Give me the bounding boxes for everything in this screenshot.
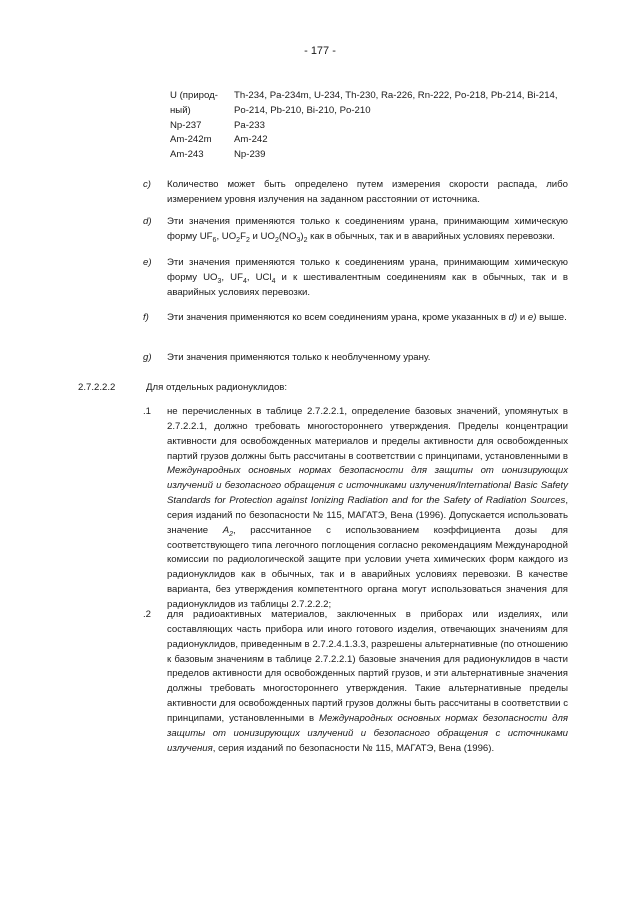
nuclide-table <box>170 89 570 163</box>
footnote-f <box>143 311 568 326</box>
table-row <box>170 119 570 134</box>
parent-nuclide: Am-242m <box>170 134 212 146</box>
footnote-ref: d) <box>508 312 518 323</box>
list-item <box>143 608 568 756</box>
table-row <box>170 89 570 119</box>
item-text: не перечисленных в таблице 2.7.2.2.1, определение базовых значений, упомянутых в 2.7.2.2.1, должно требовать многостороннего утверждения. Пределы концентрации активности для освобожденных материалов и пределы активности для освобожденных партий грузов должны быть рассчитаны в соответствии с принципами, установленными в Международных основных нормах безопасности для защиты от ионизирующих излучений и безопасного обращения с источниками излучения/International Basic Safety Standards for Protection against Ionizing Radiation and for the Safety of Radiation Sources, серия изданий по безопасности № 115, МАГАТЭ, Вена (1996). Допускается использовать значение $A_2$, рассчитанное с использованием коэффициента дозы для соответствующего типа легочного поглощения согласно рекомендациям Международной комиссии по радиологической защите при условии учета химических форм каждого из радионуклидов как в обычных, так и в аварийных условиях перевозки. В качестве варианта, без утверждения компетентного органа могут использоваться значения для радионуклидов из таблицы 2.7.2.2.2; <box>167 406 568 610</box>
section-number: 2.7.2.2.2 <box>78 382 116 393</box>
footnote-label: d) <box>143 216 152 227</box>
parent-nuclide: Np-237 <box>170 119 202 131</box>
footnote-label: e) <box>143 257 152 268</box>
section-title: Для отдельных радионуклидов: <box>146 382 288 393</box>
daughter-nuclides: Th-234, Pa-234m, U-234, Th-230, Ra-226, Rn-222, Po-218, Pb-214, Bi-214, Po-214, Pb-210, Bi-210, Po-210 <box>234 90 558 116</box>
footnote-text: Эти значения применяются ко всем соединениям урана, кроме указанных в d) и e) выше. <box>167 312 567 323</box>
footnote-g <box>143 351 568 366</box>
footnote-c <box>143 178 568 208</box>
daughter-nuclides: Am-242 <box>234 134 268 146</box>
list-item <box>143 405 568 613</box>
footnote-text: Эти значения применяются только к необлученному урану. <box>167 352 431 363</box>
footnote-label: g) <box>143 352 152 363</box>
footnote-d <box>143 215 568 245</box>
table-row <box>170 148 570 163</box>
footnote-label: c) <box>143 179 151 190</box>
page-number: - 177 - <box>304 45 336 57</box>
item-text: для радиоактивных материалов, заключенных в приборах или изделиях, или составляющих часть прибора или иного готового изделия, отвечающих значениям для радионуклидов, приведенным в 2.7.2.4.1.3.3, разрешены альтернативные (по отношению к базовым значениям в таблице 2.7.2.2.1) базовые значения для радионуклидов в части пределов активности для освобожденных партий грузов, и эти альтернативные значения должны требовать многостороннего утверждения. Такие альтернативные пределы активности для освобожденных партий грузов должны быть рассчитаны в соответствии с принципами, установленными в Международных основных нормах безопасности для защиты от ионизирующих излучений и безопасного обращения с источниками излучения, серия изданий по безопасности № 115, МАГАТЭ, Вена (1996). <box>167 609 568 754</box>
footnote-ref: e) <box>527 312 537 323</box>
parent-nuclide: Am-243 <box>170 149 204 161</box>
item-label: .2 <box>143 609 152 620</box>
footnote-text: Эти значения применяются только к соединениям урана, принимающим химическую форму $UF_6$, $UO_2F_2$ и $UO_2(NO_3)_2$ как в обычных, так и в аварийных условиях перевозки. <box>167 216 568 244</box>
daughter-nuclides: Pa-233 <box>234 119 265 131</box>
footnote-text: Количество может быть определено путем измерения скорости распада, либо измерением уровня излучения на заданном расстоянии от источника. <box>167 179 568 205</box>
footnote-label: f) <box>143 312 149 323</box>
footnote-e <box>143 256 568 300</box>
footnote-text: Эти значения применяются только к соединениям урана, принимающим химическую форму $UO_3$, $UF_4$, UCl$_4$ и к шестивалентным соединениям как в обычных, так и в аварийных условиях перевозки. <box>167 257 568 298</box>
table-row <box>170 133 570 148</box>
section-heading <box>78 381 287 396</box>
item-label: .1 <box>143 406 152 417</box>
parent-nuclide: U (природ- ный) <box>170 90 218 116</box>
daughter-nuclides: Np-239 <box>234 149 266 161</box>
